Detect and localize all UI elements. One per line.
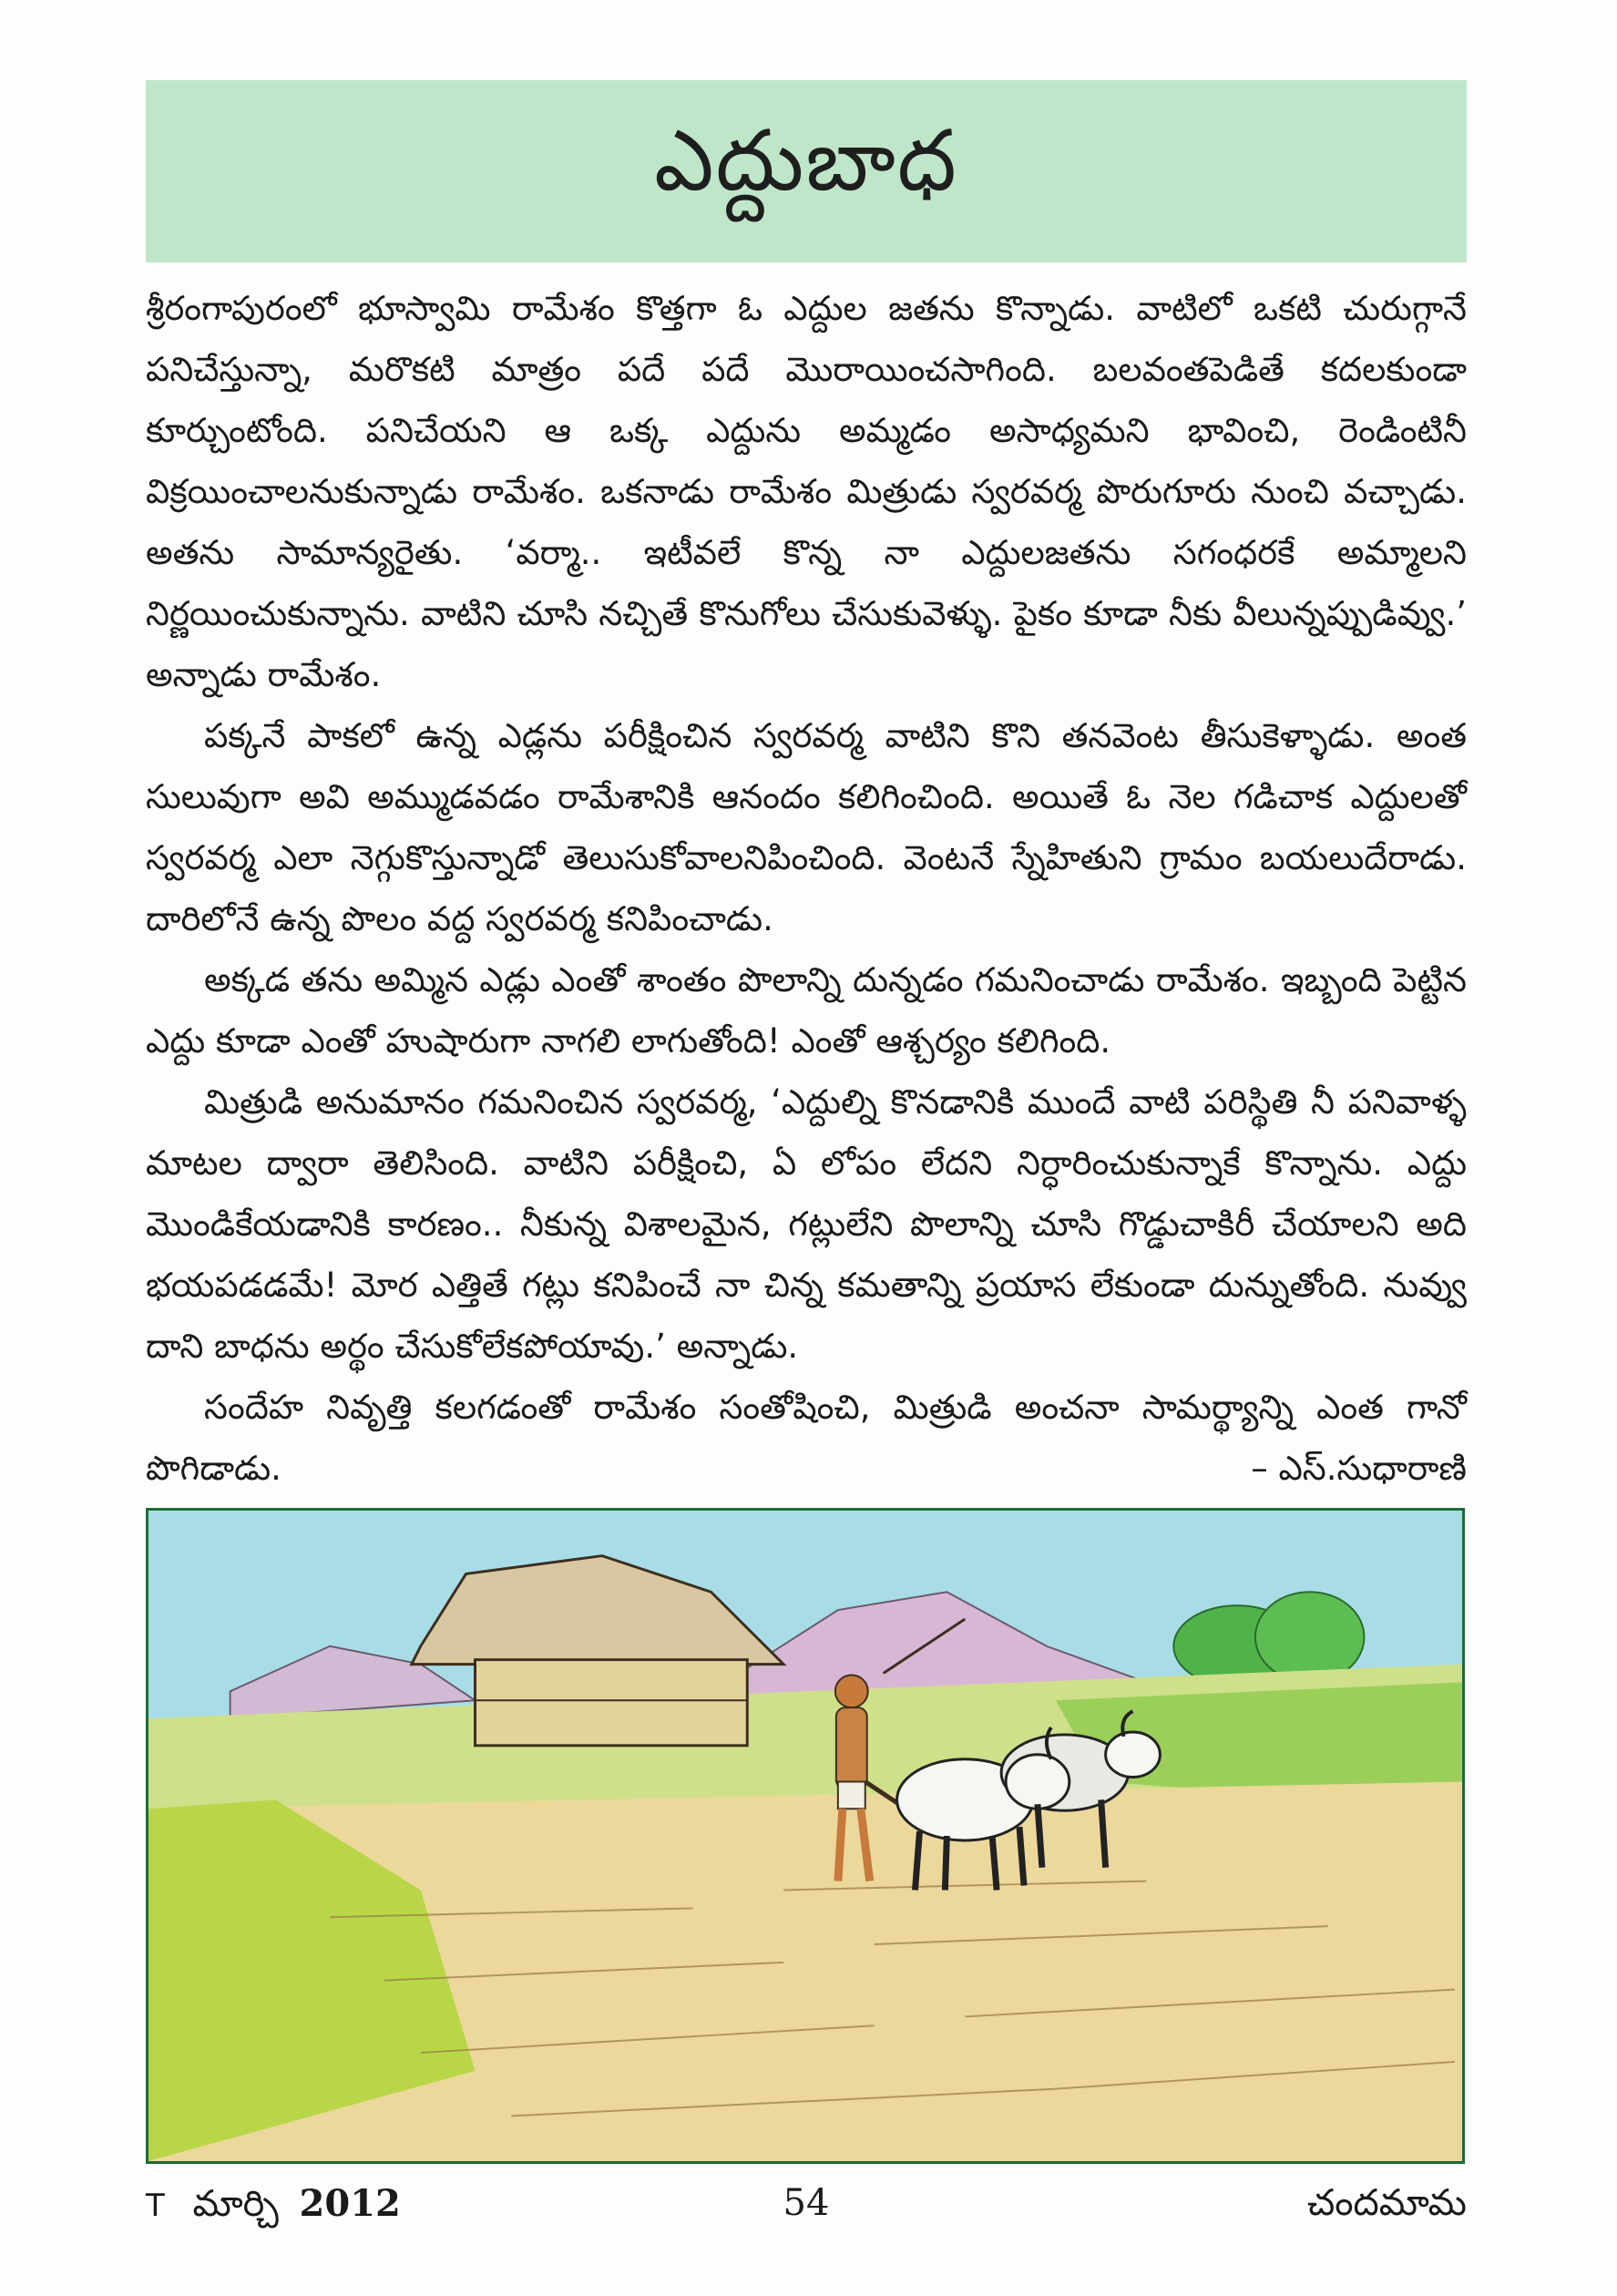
issue-year: 2012 [299,2182,401,2225]
story-body [146,278,1467,1499]
paragraph-3: అక్కడ తను అమ్మిన ఎడ్లు ఎంతో శాంతం పొలాన్ని దున్నడం గమనించాడు రామేశం. ఇబ్బంది పెట్టిన ఎద్దు కూడా ఎంతో హుషారుగా నాగలి లాగుతోంది! ఎంతో ఆశ్చర్యం కలిగింది. [146,960,1467,1061]
magazine-name: చందమామ [1306,2182,1467,2224]
illustration-image [148,1511,1462,2161]
footer-marker: T [146,2188,165,2224]
illustration-farmer-ploughing [146,1508,1465,2164]
title-banner [146,80,1467,262]
paragraph-2: పక్కనే పాకలో ఉన్న ఎడ్లను పరీక్షించిన స్వరవర్మ వాటిని కొని తనవెంట తీసుకెళ్ళాడు. అంత సులువుగా అవి అమ్ముడవడం రామేశానికి ఆనందం కలిగించింది. అయితే ఓ నెల గడిచాక ఎద్దులతో స్వరవర్మ ఎలా నెగ్గుకొస్తున్నాడో తెలుసుకోవాలనిపించింది. వెంటనే స్నేహితుని గ్రామం బయలుదేరాడు. దారిలోనే ఉన్న పొలం వద్ద స్వరవర్మ కనిపించాడు. [146,716,1467,938]
page-footer [146,2182,1467,2237]
page-number: 54 [783,2182,830,2224]
paragraph-1: శ్రీరంగాపురంలో భూస్వామి రామేశం కొత్తగా ఓ ఎద్దుల జతను కొన్నాడు. వాటిలో ఒకటి చురుగ్గానే పనిచేస్తున్నా, మరొకటి మాత్రం పదే పదే మొరాయించసాగింది. బలవంతపెడితే కదలకుండా కూర్చుంటోంది. పనిచేయని ఆ ఒక్క ఎద్దును అమ్మడం అసాధ్యమని భావించి, రెండింటినీ విక్రయించాలనుకున్నాడు రామేశం. ఒకనాడు రామేశం మిత్రుడు స్వరవర్మ పొరుగూరు నుంచి వచ్చాడు. అతను సామాన్యరైతు. ‘వర్మా.. ఇటీవలే కొన్న నా ఎద్దులజతను సగంధరకే అమ్మాలని నిర్ణయించుకున్నాను. వాటిని చూసి నచ్చితే కొనుగోలు చేసుకువెళ్ళు. పైకం కూడా నీకు వీలున్నప్పుడివ్వు.’ అన్నాడు రామేశం. [146,289,1467,694]
story-title: ఎద్దుబాధ [654,112,958,210]
issue-month: మార్చి [192,2183,279,2225]
author-name: – ఎస్.సుధారాణి [1251,1449,1467,1488]
paragraph-5: సందేహ నివృత్తి కలగడంతో రామేశం సంతోషించి, మిత్రుడి అంచనా సామర్థ్యాన్ని ఎంత గానో పొగిడాడు. [146,1388,1467,1488]
paragraph-4: మిత్రుడి అనుమానం గమనించిన స్వరవర్మ, ‘ఎద్దుల్ని కొనడానికి ముందే వాటి పరిస్థితి నీ పనివాళ్ళ మాటల ద్వారా తెలిసింది. వాటిని పరీక్షించి, ఏ లోపం లేదని నిర్ధారించుకున్నాకే కొన్నాను. ఎద్దు మొండికేయడానికి కారణం.. నీకున్న విశాలమైన, గట్లులేని పొలాన్ని చూసి గొడ్డుచాకిరీ చేయాలని అది భయపడడమే! మోర ఎత్తితే గట్లు కనిపించే నా చిన్న కమతాన్ని ప్రయాస లేకుండా దున్నుతోంది. నువ్వు దాని బాధను అర్థం చేసుకోలేకపోయావు.’ అన్నాడు. [146,1082,1467,1366]
